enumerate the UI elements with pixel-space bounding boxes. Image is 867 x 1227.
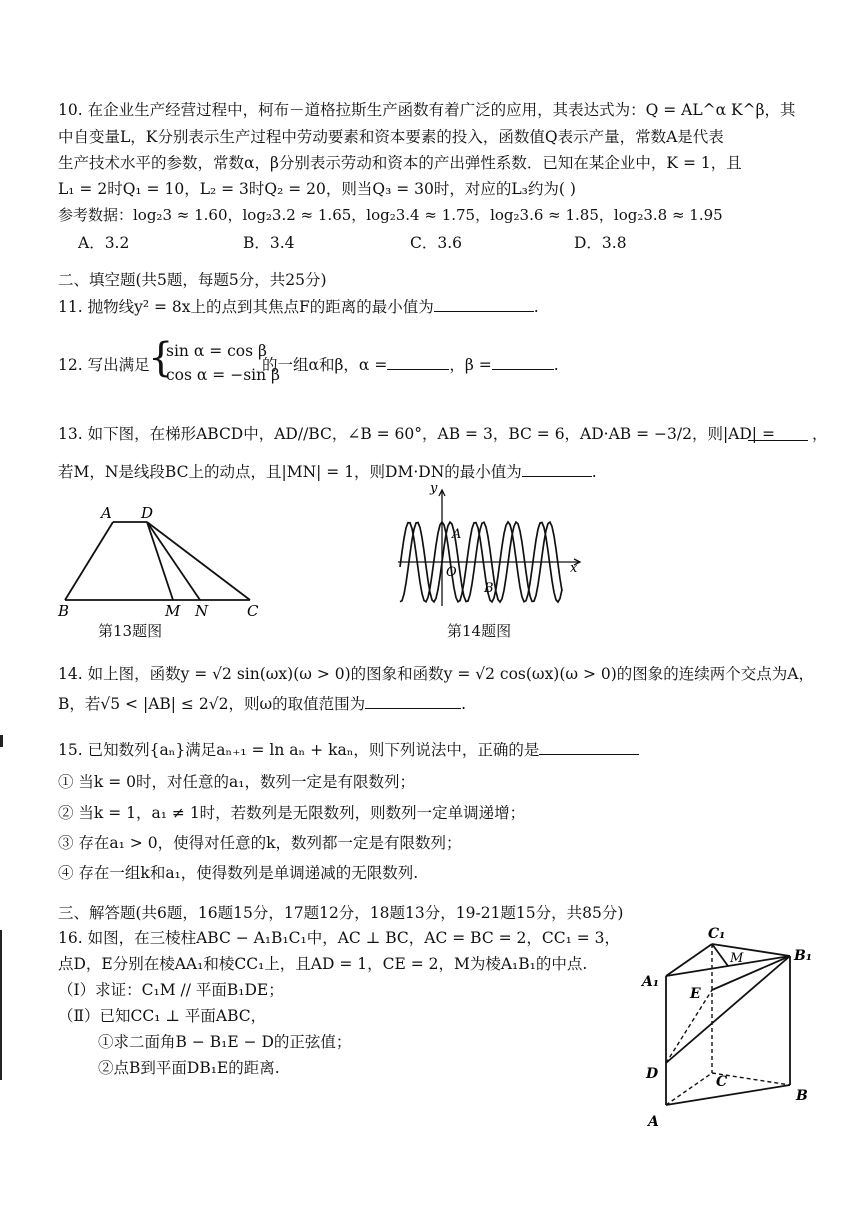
segment-dn [147,522,200,600]
q16-part-2-sub-1: ①求二面角B − B₁E − D的正弦值； [98,1033,352,1051]
label-b: B [58,602,70,620]
hidden-edge-ac [666,1073,712,1105]
q15-stem-line [58,740,639,760]
label-intersection-a: A [452,527,462,542]
q12-beta-blank [492,355,554,370]
label-a1: A₁ [642,974,659,990]
q13-comma: ， [812,425,828,443]
q13-blank-1 [748,426,808,441]
q12-equation-2: cos α = −sin β [166,366,280,384]
label-intersection-b: B [484,581,494,596]
label-b1: B₁ [794,948,812,964]
q15-stem: 15. 已知数列{aₙ}满足aₙ₊₁ = ln aₙ + kaₙ，则下列说法中，正确的是 [58,741,540,759]
label-m: M [165,602,181,620]
segment-db1 [666,956,790,1063]
label-a: A [648,1114,659,1130]
edge-a1c1 [666,944,712,976]
q10-reference-data: 参考数据：log₂3 ≈ 1.60，log₂3.2 ≈ 1.65，log₂3.4 ≈ 1.75，log₂3.6 ≈ 1.85，log₂3.8 ≈ 1.95 [58,206,723,224]
q14-line-1: 14. 如上图，函数y = √2 sin(ωx)(ω > 0)的图象和函数y = √2 cos(ωx)(ω > 0)的图象的连续两个交点为A， [58,665,814,683]
segment-dm [147,522,173,600]
label-n: N [195,602,209,620]
segment-c1m [712,944,728,966]
q10-option-a: A．3.2 [78,234,130,252]
q15-answer-blank [539,740,639,755]
q10-line-3: 生产技术水平的参数，常数α，β分别表示劳动和资本的产出弹性系数．已知在某企业中，K = 1，且 [58,154,742,172]
q13-line-2: 若M，N是线段BC上的动点，且|MN| = 1，则DM·DN的最小值为 . [58,463,597,481]
q10-option-c: C．3.6 [410,234,463,252]
q11-stem: 11. 抛物线y² = 8x上的点到其焦点F的距离的最小值为 [58,298,434,316]
label-x: x [570,561,578,576]
q16-line-2: 点D，E分别在棱AA₁和棱CC₁上，且AD = 1，CE = 2，M为棱A₁B₁的中点. [58,955,588,973]
label-o: O [446,565,457,580]
q16-part-2-sub-2: ②点B到平面DB₁E的距离. [98,1059,280,1077]
q16-line-1: 16. 如图，在三棱柱ABC − A₁B₁C₁中，AC ⊥ BC，AC = BC = 2，CC₁ = 3， [58,929,621,947]
figure-14-graph [390,480,590,610]
q12-beta-label: ，β = [449,356,492,374]
figure-14-caption: 第14题图 [447,622,512,640]
label-e: E [690,986,701,1002]
q13-second-part: 若M，N是线段BC上的动点，且|MN| = 1，则DM·DN的最小值为 [58,463,522,481]
label-b: B [796,1088,808,1104]
label-y: y [430,481,438,496]
q10-line-1: 10. 在企业生产经营过程中，柯布－道格拉斯生产函数有着广泛的应用，其表达式为：Q = AL^α K^β，其 [58,101,796,119]
section-3-heading: 三、解答题(共6题，16题15分，17题12分，18题13分，19-21题15分，共85分) [58,904,624,922]
section-2-heading: 二、填空题(共5题，每题5分，共25分) [58,271,327,289]
q15-statement-3: ③ 存在a₁ > 0，使得对任意的k，数列都一定是有限数列； [58,834,462,852]
figure-16-prism [630,920,820,1135]
label-d: D [141,504,154,522]
q11-text: 11. 抛物线y² = 8x上的点到其焦点F的距离的最小值为 . [58,298,539,316]
q12-answer-line: 的一组α和β，α = ，β = . [262,356,559,374]
edge-ab [65,522,113,600]
q15-statement-4: ④ 存在一组k和a₁，使得数列是单调递减的无限数列. [58,864,419,882]
edge-ab [666,1085,790,1105]
q12-alpha-label: 的一组α和β，α = [262,356,388,374]
label-a: A [101,504,112,522]
q10-line-4: L₁ = 2时Q₁ = 10，L₂ = 3时Q₂ = 20，则当Q₃ = 30时，对应的L₃约为( ) [58,180,576,198]
q16-part-1: （Ⅰ）求证：C₁M // 平面B₁DE； [58,981,284,999]
q16-part-2: （Ⅱ）已知CC₁ ⊥ 平面ABC， [58,1007,267,1025]
q15-statement-1: ① 当k = 0时，对任意的a₁，数列一定是有限数列； [58,773,415,791]
q10-option-d: D．3.8 [574,234,627,252]
q13-line-1 [58,424,775,444]
label-c: C [247,602,259,620]
label-c: C [716,1074,728,1090]
label-m: M [730,951,744,966]
q13-stem: 13. 如下图，在梯形ABCD中，AD//BC，∠B = 60°，AB = 3，BC = 6，AD·AB = −3/2，则|AD| = [58,425,775,443]
scan-edge-mark [0,930,2,1080]
q10-line-2: 中自变量L，K分别表示生产过程中劳动要素和资本要素的投入，函数值Q表示产量，常数A是代表 [58,128,724,146]
q10-option-b: B．3.4 [243,234,295,252]
figure-13-trapezoid [55,500,275,620]
q14-condition: B，若√5 < |AB| ≤ 2√2，则ω的取值范围为 [58,695,366,713]
q11-answer-blank [434,297,534,312]
hidden-segment-de [666,990,712,1063]
scan-edge-mark [0,735,3,747]
q15-statement-2: ② 当k = 1，a₁ ≠ 1时，若数列是无限数列，则数列一定单调递增； [58,804,526,822]
q12-equation-1: sin α = cos β [166,342,267,360]
q14-answer-blank [365,694,461,709]
edge-c1b1 [712,944,790,956]
q12-prefix: 12. 写出满足 [58,356,150,374]
q12-alpha-blank [387,355,449,370]
q12-brace: { [148,335,174,381]
figure-13-caption: 第13题图 [98,622,163,640]
label-c1: C₁ [708,926,726,942]
edge-dc [147,522,250,600]
q14-line-2: B，若√5 < |AB| ≤ 2√2，则ω的取值范围为 . [58,695,467,713]
q13-blank-2 [522,462,592,477]
label-d: D [646,1066,659,1082]
